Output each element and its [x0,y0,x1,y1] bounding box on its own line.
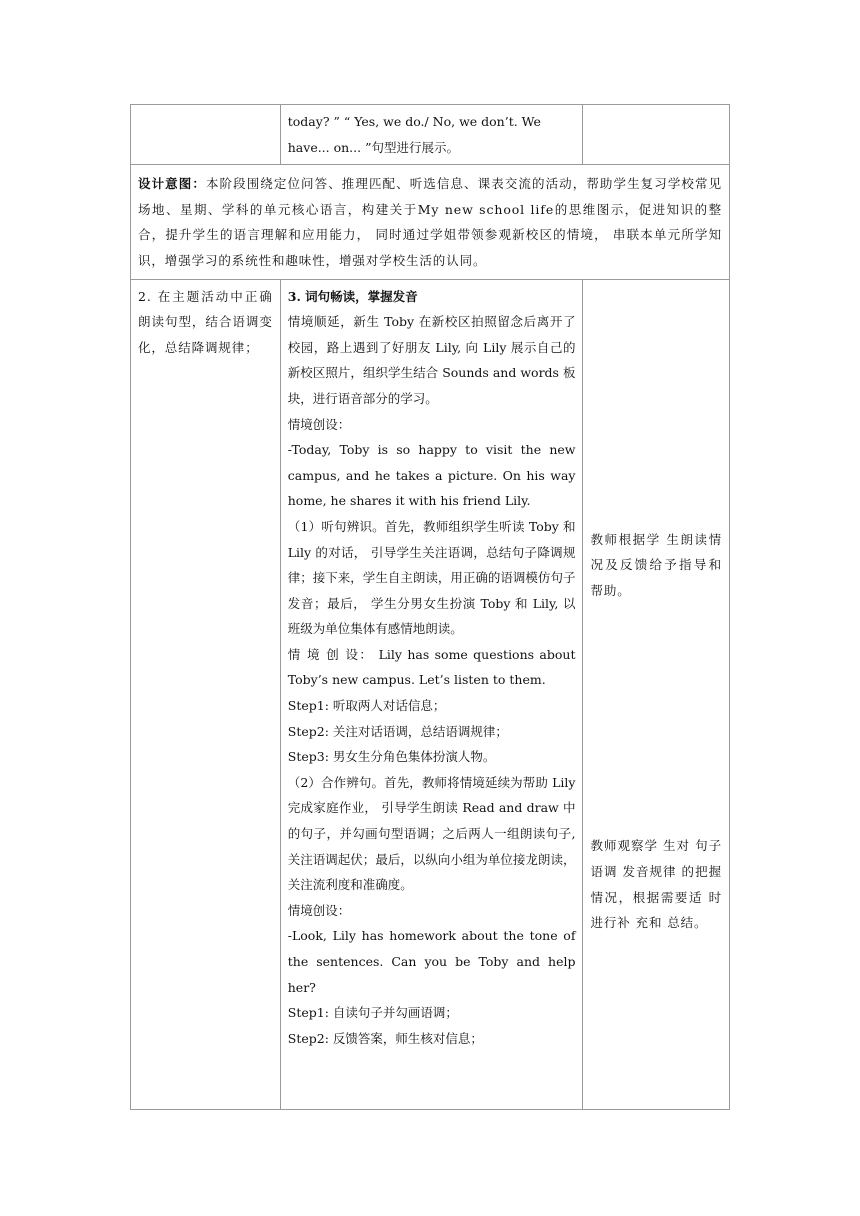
design-intent-text: 本阶段围绕定位问答、推理匹配、听选信息、课表交流的活动，帮助学生复习学校常见场地、星期、学科的单元核心语言，构建关于My new school life的思维图示，促进知识的整合，提升学生的语言理解和应用能力， 同时通过学姐带领参观新校区的情境， 串联本单元所学知识，增强学习的系统性和趣味性，增强对学校生活的认同。 [138,176,722,268]
lesson-plan-page [130,104,730,1110]
design-intent-label: 设计意图： [138,176,206,192]
objective-text: 2. 在主题活动中正确朗读句型，结合语调变化，总结降调规律； [138,288,273,355]
activity-cell [280,105,583,165]
activity-paragraph: （1）听句辨识。首先，教师组织学生听读 Toby 和 Lily 的对话， 引导学生关注语调，总结句子降调规律；接下来，学生自主朗读，用正确的语调模仿句子发音；最后， 学生分男女生扮演 Toby 和 Lily, 以班级为单位集体有感情地朗读。 [287,518,576,637]
activity-paragraph: （2）合作辨句。首先，教师将情境延续为帮助 Lily 完成家庭作业， 引导学生朗读 Read and draw 中的句子，并勾画句型语调；之后两人一组朗读句子,关注语调起伏；最后，以纵向小组为单位接龙朗读，关注流利度和准确度。 [287,774,576,893]
lesson-plan-table [130,104,730,1110]
activity-paragraph: -Look, Lily has homework about the tone of the sentences. Can you be Toby and help her? [287,928,576,995]
scenario-label: 情境创设： [287,902,351,918]
design-intent-cell [131,165,730,279]
evaluation-note: 教师观察学 生对 句子语调 发音规律 的把握情况，根据需要适 时进行补 充和 总结。 [590,838,722,931]
activity-heading: 3. 词句畅读，掌握发音 [287,288,418,304]
scenario-label: 情境创设： [287,416,351,432]
table-row [131,279,730,1109]
table-row [131,105,730,165]
step-line: Step2: 关注对话语调，总结语调规律； [287,723,508,739]
step-line: Step2: 反馈答案，师生核对信息； [287,1030,483,1046]
activity-paragraph: 情 境 创 设： Lily has some questions about Toby’s new campus. Let’s listen to them. [287,646,576,688]
evaluation-cell [583,279,730,1109]
step-line: Step1: 自读句子并勾画语调； [287,1005,458,1021]
step-line: Step3: 男女生分角色集体扮演人物。 [287,749,496,765]
objective-cell [131,279,281,1109]
activity-line: have... on... ”句型进行展示。 [287,139,459,155]
activity-line: today? ” “ Yes, we do./ No, we don’t. We [287,114,541,129]
objective-cell-empty [131,105,281,165]
step-line: Step1: 听取两人对话信息； [287,698,446,714]
activity-cell [280,279,583,1109]
activity-paragraph: 情境顺延，新生 Toby 在新校区拍照留念后离开了校园，路上遇到了好朋友 Lily, 向 Lily 展示自己的新校区照片，组织学生结合 Sounds and words 板块，进行语音部分的学习。 [287,314,576,406]
activity-paragraph: -Today, Toby is so happy to visit the new campus, and he takes a picture. On his way home, he shares it with his friend Lily. [287,442,576,509]
design-intent-row [131,165,730,279]
evaluation-cell-empty [583,105,730,165]
evaluation-note: 教师根据学 生朗读情 况及反馈给予指导和帮助。 [590,531,722,598]
